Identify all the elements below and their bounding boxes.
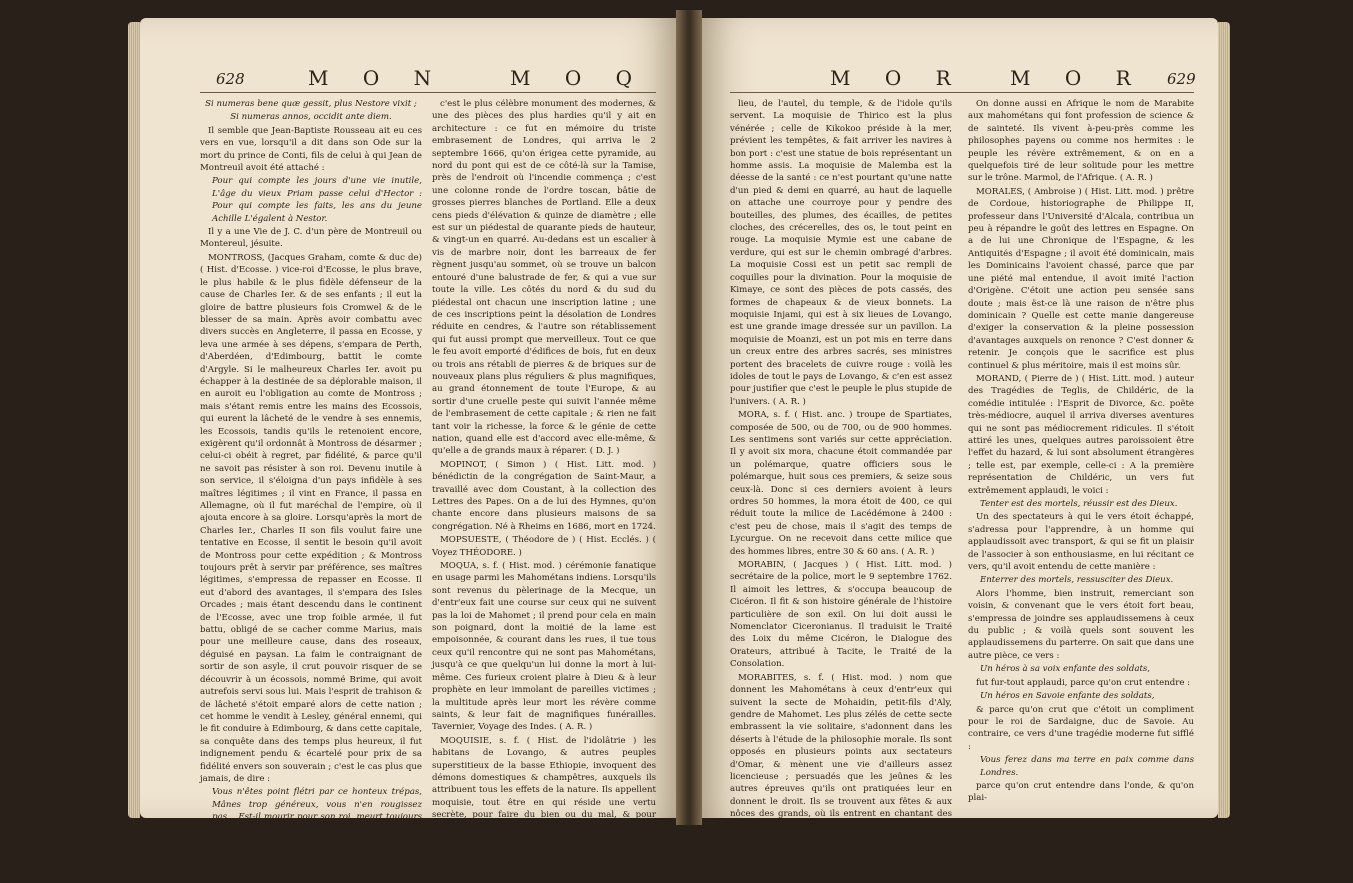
paragraph: c'est le plus célèbre monument des modernes, & une des pièces des plus hardies qu'il y ait en architecture : ce fut en mémoire du triste embrasement de Londres, qui arriva le 2 septembre 1666, qu'on érigea cette pyramide, au nord du pont qui est de ce côté-là sur la Tamise, près de l'endroit où l'incendie commença ; c'est une colonne ronde de l'ordre toscan, bâtie de grosses pierres blanches de Portland. Elle a deux cens pieds d'élévation & quinze de diamètre ; elle est sur un piédestal de quarante pieds de hauteur, & vingt-un en quarré. Au-dedans est un escalier à vis de marbre noir, dont les barreaux de fer règnent jusqu'au sommet, où se trouve un balcon entouré d'une balustrade de fer, & qui a vue sur toute la ville. Les côtés du nord & du sud du piédestal ont chacun une inscription latine ; une de ces inscriptions peint la désolation de Londres réduite en cendres, & l'autre son rétablissement qui fut aussi prompt que merveilleux. Tout ce que le feu avoit emporté d'édifices de bois, fut en deux ou trois ans rétabli de pierres & de briques sur de nouveaux plans plus réguliers & plus magnifiques, au grand étonnement de toute l'Europe, & au sortir d'une cruelle peste qui suivit l'année même de l'embrasement de cette capitale ; & rien ne fait tant voir la richesse, la force & le génie de cette nation, quand elle est d'accord avec elle-même, & qu'elle a de grands maux à réparer. ( D. J. ) [432,99,656,457]
paragraph: MONUMENT, ( le ) ( Hist. d'Anglet. ) il est ainsi nommé par les Anglois, & avec raison, car [200,837,422,861]
paragraph: Pour qui compte les jours d'une vie inutile, L'âge du vieux Priam passe celui d'Hector : Pour qui compte les faits, les ans du jeune Achille L'égalent à Nestor. [212,176,422,224]
right-column-1 [730,98,952,882]
left-column-2 [432,98,656,858]
paragraph: MOPSUESTE, ( Théodore de ) ( Hist. Ecclés. ) ( Voyez THÉODORE. ) [432,535,656,558]
right-header-1: M O R [830,66,965,90]
paragraph: lieu, de l'autel, du temple, & de l'idole qu'ils servent. La moquisie de Thirico est la plus vénérée ; celle de Kikokoo préside à la mer, prévient les tempêtes, & fait arriver les navires à bon port : c'est une statue de bois représentant un homme assis. La moquisie de Malemba est la déesse de la santé : ce n'est pourtant qu'une natte d'un pied & demi en quarré, au haut de laquelle on attache une courroye pour y pendre des bouteilles, des plumes, des écailles, de petites cloches, des crécerelles, des os, le tout peint en rouge. La moquisie Mymie est une cabane de verdure, qui est sur le chemin ombragé d'arbres. La moquisie Cossi est un petit sac rempli de coquilles pour la divination. Pour la moquisie de Kimaye, ce sont des pièces de pots cassés, des formes de chapeaux & de vieux bonnets. La moquisie Injami, qui est à six lieues de Lovango, est une grande image dressée sur un pavillon. La moquisie de Moanzi, est un pot mis en terre dans un creux entre des arbres sacrés, ses ministres portent des bracelets de cuivre rouge : voilà les idoles de tout le pays de Lovango, & c'en est assez pour justifier que c'est le peuple le plus stupide de l'univers. ( A. R. ) [730,99,952,407]
paragraph: Vous n'êtes point flétri par ce honteux trépas, Mânes trop généreux, vous n'en rougissez pas... Est-il mourir pour son roi, meurt toujours avec gloire. [212,787,422,835]
paragraph: MORA, s. f. ( Hist. anc. ) troupe de Spartiates, composée de 500, ou de 700, ou de 900 hommes. Les sentimens sont variés sur cette appréciation. Il y avoit six mora, chacune étoit commandée par un polémarque, quatre officiers sous le polémarque, huit sous ces premiers, & seize sous ceux-là. Donc si ces derniers avoient à leurs ordres 50 hommes, la mora étoit de 400, ce qui réduit toute la milice de Lacédémone à 2400 : c'est peu de chose, mais il s'agit des temps de Lycurgue. On ne recevoit dans cette milice que des hommes libres, entre 30 & 60 ans. ( A. R. ) [730,410,952,557]
paragraph: MORAND, ( Pierre de ) ( Hist. Litt. mod. ) auteur des Tragédies de Teglis, de Childéric, de la comédie intitulée : l'Esprit de Divorce, &c. poëte très-médiocre, auquel il arriva diverses aventures qui ne sont pas médiocrement ridicules. Il s'étoit attiré les unes, quelques autres paroissoient être l'effet du hazard, & lui sont absolument étrangères ; telle est, par exemple, celle-ci : A la première représentation de Childéric, un vers fut extrêmement applaudi, le voici : [968,373,1194,496]
left-page [140,18,676,861]
paragraph: Enterrer des mortels, ressusciter des Dieux. [980,575,1174,586]
left-header-2: M O Q [510,66,646,90]
paragraph: Tenter est des mortels, réussir est des Dieux. [980,499,1178,509]
left-page-number: 628 [216,70,245,88]
paragraph: MOQUA, s. f. ( Hist. mod. ) cérémonie fanatique en usage parmi les Mahométans indiens. Lorsqu'ils sont revenus du pèlerinage de la Mecque, un d'entr'eux fait une course sur ceux qui ne suivent pas la loi de Mahomet ; il prend pour cela en main son poignard, dont la moitié de la lame est empoisonnée, & courant dans les rues, il tue tous ceux qu'il rencontre qui ne sont pas Mahométans, jusqu'à ce que quelqu'un lui donne la mort à lui-même. Ces furieux croient plaire à Dieu & à leur prophète en leur immolant de pareilles victimes ; la multitude après leur mort les révère comme saints, & leur fait de magnifiques funérailles. Tavernier, Voyage des Indes. ( A. R. ) [432,561,656,733]
paragraph: MORALES, ( Ambroise ) ( Hist. Litt. mod. ) prêtre de Cordoue, historiographe de Philippe II, professeur dans l'Université d'Alcala, contribua un peu à répandre le goût des lettres en Espagne. On a de lui une Chronique de l'Espagne, & les Antiquités d'Espagne ; il avoit été dominicain, mais les Dominicains l'avoient chassé, parce que par une piété mal entendue, il avoit imité l'action d'Origène. C'étoit une action peu sensée sans doute ; mais ëst-ce là une raison de n'être plus dominicain ? Quelle est cette manie dangereuse d'exiger la conservation & la pleine possession d'avantages auxquels on renonce ? C'est donner & retenir. Je conçois que le sacrifice est plus continuel & plus méritoire, mais il est moins sûr. [968,186,1194,371]
left-header-rule [200,92,656,93]
paragraph: fut fur-tout applaudi, parce qu'on crut entendre : [976,677,1191,688]
paragraph: Il y a une Vie de J. C. d'un père de Montreuil ou Montereul, jésuite. [200,227,422,250]
paragraph: MONTROSS, (Jacques Graham, comte & duc de) ( Hist. d'Ecosse. ) vice-roi d'Ecosse, le plus brave, le plus habile & le plus fidèle défenseur de la cause de Charles Ier. & de ses enfants ; il eut la gloire de battre plusieurs fois Cromwel & de le blesser de sa main. Après avoir combattu avec divers succès en Angleterre, il passa en Ecosse, y leva une armée à ses dépens, s'empara de Perth, d'Aberdéen, d'Edimbourg, battit le comte d'Argyle. Si le malheureux Charles Ier. avoit pu échapper à la destinée de sa déplorable maison, il en auroit eu l'obligation au comte de Montross ; mais s'étant remis entre les mains des Ecossois, qui eurent la lâcheté de le vendre à ses ennemis, les Ecossois, tandis qu'ils le retenoient encore, exigèrent qu'il ordonnât à Montross de désarmer ; celui-ci obéit à regret, par fidélité, & parce qu'il ne savoit pas résister à son roi. Devenu inutile à son service, il s'éloigna d'un pays infidèle à ses maîtres légitimes ; il vint en France, il passa en Allemagne, où il fut maréchal de l'empire, où il ajouta encore à sa gloire. Lorsqu'après la mort de Charles Ier., Charles II son fils voulut faire une tentative en Ecosse, il sentit le besoin qu'il avoit de Montross pour cette expédition ; & Montross toujours prêt à servir par préférence, ses maîtres légitimes, s'empressa de repasser en Ecosse. Il eut d'abord des avantages, il s'empara des Isles Orcades ; mais étant descendu dans le continent de l'Ecosse, avec une trop foible armée, il fut battu, obligé de se cacher comme Marius, mais pour une meilleure cause, dans des roseaux, déguisé en paysan. La faim le contraignant de sortir de son asyle, il crut pouvoir risquer de se découvrir à un écossois, nommé Brime, qui avoit autrefois servi sous lui. Mais l'esprit de trahison & de lâcheté s'étoit emparé alors de cette nation ; cet homme le vendit à Lesley, général ennemi, qui le fit conduire à Edimbourg, & dans cette capitale, sa conquête dans des temps plus heureux, il fut indignement pendu & écartelé pour prix de sa fidélité envers son souverain ; c'est le cas plus que jamais, de dire : [200,252,422,784]
right-page-number: 629 [1167,70,1196,88]
left-header-1: M O N [308,66,446,90]
right-header-rule [730,92,1194,93]
paragraph: Un héros à sa voix enfante des soldats, [980,664,1151,675]
paragraph: MOPINOT, ( Simon ) ( Hist. Litt. mod. ) bénédictin de la congrégation de Saint-Maur, a travaillé avec dom Coustant, à la collection des Lettres des Papes. On a de lui des Hymnes, qu'on chante encore dans plusieurs maisons de sa congrégation. Né à Rheims en 1686, mort en 1724. [432,459,656,532]
paragraph: MORABITES, s. f. ( Hist. mod. ) nom que donnent les Mahométans à ceux d'entr'eux qui suivent la secte de Mohaidin, petit-fils d'Aly, gendre de Mahomet. Les plus zélés de cette secte embrassent la vie solitaire, s'adonnent dans les déserts à l'étude de la philosophie morale. Ils sont opposés en plusieurs points aux sectateurs d'Omar, & mènent une vie d'ailleurs assez licencieuse ; persuadés que les jeûnes & les autres épreuves qu'ils ont pratiquées leur en donnent le droit. Ils se trouvent aux fêtes & aux nôces des grands, où ils entrent en chantant des vers en l'honneur d'Aly & de ses fils ; ils y prennent part aux festins & aux danses jusqu'à tomber dans des excès, que leurs disciples ne manquent pas de faire passer pour des extases : leur règle n'est fondée que sur des traditions. [730,672,952,882]
paragraph: & parce qu'on crut que c'étoit un compliment pour le roi de Sardaigne, duc de Savoie. Au contraire, ce vers d'une tragédie moderne fut sifflé : [968,704,1194,752]
paragraph: Un des spectateurs à qui le vers étoit échappé, s'adressa pour l'apprendre, à un homme qui applaudissoit avec transport, & qui se fit un plaisir de l'associer à son enthousiasme, en lui récitant ce vers, qu'il avoit entendu de cette manière : [968,512,1194,573]
right-page [702,18,1218,882]
right-column-2 [968,98,1194,808]
paragraph: Si numeras annos, occidit ante diem. [230,112,392,123]
left-page-edges [128,22,140,818]
paragraph: MORABIN, ( Jacques ) ( Hist. Litt. mod. ) secrétaire de la police, mort le 9 septembre 1762. Il aimoit les lettres, & s'occupa beaucoup de Cicéron. Il fit & son histoire générale de l'histoire particulière de son exil. On lui doit aussi le Nomenclator Ciceronianus. Il traduisit le Traité des Loix du même Cicéron, le Dialogue des Orateurs, attribué à Tacite, le Traité de la Consolation. [730,560,952,670]
paragraph: Alors l'homme, bien instruit, remerciant son voisin, & convenant que le vers étoit fort beau, s'empressa de joindre ses applaudissemens à ceux du public ; & voilà quels sont souvent les applaudissemens du parterre. On sait que dans une autre pièce, ce vers : [968,588,1194,661]
paragraph: Vous ferez dans ma terre en paix comme dans Londres. [980,755,1194,778]
right-page-edges [1218,22,1230,818]
paragraph: Un héros en Savoie enfante des soldats, [980,691,1155,702]
paragraph: parce qu'on crut entendre dans l'onde, & qu'on plai- [968,780,1194,804]
paragraph: Il semble que Jean-Baptiste Rousseau ait eu ces vers en vue, lorsqu'il a dit dans son Ode sur la mort du prince de Conti, fils de celui à qui Jean de Montreuil avoit été attaché : [200,125,422,174]
paragraph: MOQUISIE, s. f. ( Hist. de l'idolâtrie ) les habitans de Lovango, & autres peuples superstitieux de la basse Ethiopie, invoquent des démons domestiques & champêtres, auxquels ils attribuent tous les effets de la nature. Ils appellent moquisie, tout être en qui réside une vertu secrète, pour faire du bien ou du mal, & pour découvrir les choses passées & les futures : leurs prêtres portent le nom de ganga moquisie, & on les distingue par un surnom pris du [432,735,656,858]
paragraph: On donne aussi en Afrique le nom de Marabite aux mahométans qui font profession de science & de sainteté. Ils vivent à-peu-près comme les philosophes payens ou comme nos hermites : le peuple les révère extrêmement, & on en a quelquefois tiré de leur solitude pour les mettre sur le trône. Marmol, de l'Afrique. ( A. R. ) [968,99,1194,184]
left-column-1 [200,98,422,861]
paragraph: Si numeras bene quæ gessit, plus Nestore vixit ; [205,99,417,109]
right-header-2: M O R [1010,66,1145,90]
book-gutter [676,10,702,825]
